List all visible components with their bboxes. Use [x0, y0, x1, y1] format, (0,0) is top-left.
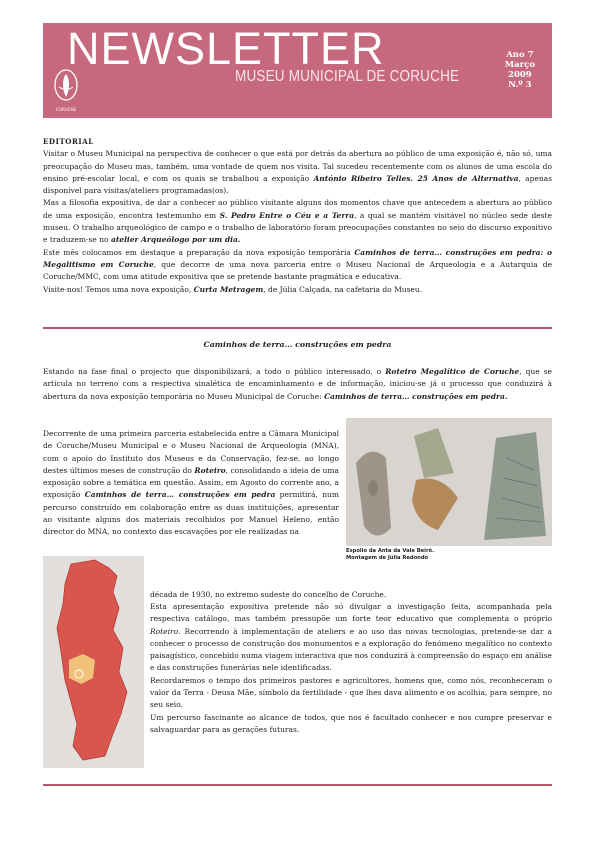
newsletter-header: [43, 23, 552, 118]
text: , a qual se mantém visitável no núcleo sede deste museu. O trabalho arqueológico de campo e o trabalho de laboratório foram preocupações constantes no seio do discurso expositivo e traduzem-se no: [43, 210, 552, 245]
text-emphasis: Roteiro Megalítico de Coruche: [385, 367, 520, 376]
text-emphasis: Roteiro: [194, 465, 226, 475]
editorial-heading: [43, 136, 552, 148]
text: , que se articula no terreno com a respectiva sinalética de encaminhamento e de informação, iniciou-se já o processo que conduzirá à abertura da nova exposição temporária no Museu Municipal de Coruche:: [43, 367, 552, 401]
photo-caption-line-2: Montagem de Júlia Redondo: [346, 555, 429, 561]
museum-name: MUSEU MUNICIPAL DE CORUCHE: [235, 67, 460, 85]
editorial: [43, 136, 552, 296]
article-paragraph-2: [43, 428, 339, 539]
logo-caption: CORUCHE: [56, 107, 76, 112]
editorial-paragraph-4: [43, 284, 552, 296]
text-emphasis: S. Pedro Entre o Céu e a Terra: [219, 210, 355, 220]
artefacts-photo: [346, 418, 552, 546]
text-emphasis: António Ribeiro Telles. 25 Anos de Alternativa: [313, 173, 519, 183]
text: Mas a filosofia expositiva, de dar a conhecer ao público visitante alguns dos momentos chave que antecedem a abertura ao público de uma exposição, encontra testemunho em: [43, 198, 552, 220]
text-emphasis: Caminhos de terra… construções em pedra: [84, 490, 276, 500]
article-title: Caminhos de terra… construções em pedra: [203, 340, 392, 349]
article-paragraph-1: [43, 366, 552, 403]
text: Recordaremos o tempo dos primeiros pastores e agricultores, homens que, como nós, reconheceram o valor da Terra - Deusa Mãe, símbolo da fertilidade - que lhes dava alimento e os acolhia, para sempre, no seu seio.: [150, 675, 552, 710]
text-emphasis: Caminhos de terra… construções em pedra.: [324, 391, 508, 401]
editorial-paragraph-2: [43, 197, 552, 246]
text: , de Júlia Calçada, na cafetaria do Museu.: [263, 284, 423, 294]
paragraph: [150, 589, 552, 601]
text: permitirá, num percurso construído em colaboração entre as duas instituições, apresentar ao visitante alguns dos materiais recolhidos por Manuel Heleno, então director do MNA, no contexto das escavações por ele realizadas na: [43, 490, 339, 537]
text: Visitar o Museu Municipal na perspectiva de conhecer o que está por detrás da abertura ao público de uma exposição é, não só, uma preocupação do Museu mas, também, uma vontade de quem nos visita. Tal sucedeu recentemente com os alunos de uma escola do ensino pré-escolar local, e com os quais se trabalhou a exposição: [43, 149, 552, 183]
text: , que decorre de uma nova parceria entre o Museu Nacional de Arqueologia e a Autarquia de Coruche/MMC, com uma atitude expositiva que se pretende bastante pragmática e educativa.: [43, 259, 553, 282]
newsletter-title: NEWSLETTER: [67, 23, 385, 74]
text-emphasis: Roteiro: [150, 626, 179, 636]
paragraph: [43, 366, 552, 403]
text-emphasis: Caminhos de terra… construções em pedra: o Megalitismo em Coruche: [43, 247, 552, 269]
text: década de 1930, no extremo sudeste do concelho de Coruche.: [150, 590, 387, 599]
issue-month: Março: [504, 60, 535, 70]
issue-number: N.º 3: [508, 80, 532, 90]
portugal-map-image: [43, 556, 144, 768]
issue-date-year: 2009: [508, 70, 532, 80]
text: , consolidando a ideia de uma exposição sobre a temática em questão. Assim, em Agosto do corrente ano, a exposição: [43, 465, 339, 500]
artefacts-image: [346, 418, 552, 546]
portugal-map: [43, 556, 144, 768]
text-emphasis: Curta Metragem: [193, 284, 264, 294]
text-emphasis: atelier Arqueólogo por um dia.: [110, 235, 241, 245]
photo-caption-line-1: Espólio da Anta da Vale Beirô.: [346, 548, 435, 554]
issue-year: Ano 7: [506, 50, 534, 60]
text: Decorrente de uma primeira parceria estabelecida entre a Câmara Municipal de Coruche/Museu Municipal e o Museu Nacional de Arqueologia (MNA), com o apoio do Instituto dos Museus e da Conservação, fez-se, ao longo destes últimos meses de construção do: [43, 429, 339, 475]
editorial-paragraph-1: [43, 148, 552, 197]
paragraph: [43, 428, 339, 539]
article-paragraph-4: [150, 675, 552, 712]
text: . Recorrendo à implementação de ateliers e ao uso das novas tecnologias, pretende-se dar a conhecer o processo de construção dos monumentos e a exploração do fenómeno megalítico no contexto paisagístico, concebido numa viagem interactiva que nos conduzirá à compreensão do espaço em análise e das construções funerárias nele identificadas.: [150, 626, 552, 673]
text: Este mês colocamos em destaque a preparação da nova exposição temporária: [43, 247, 355, 257]
text: Esta apresentação expositiva pretende não só divulgar a investigação feita, acompanhada pela respectiva catálogo, mas também pressupõe um forte teor educativo que complementa o próprio: [150, 602, 552, 624]
text: Um percurso fascinante ao alcance de todos, que nos é facultado conhecer e nos cumpre preservar e salvaguardar para as gerações futuras.: [150, 712, 552, 734]
issue-info: [505, 50, 535, 90]
text: Visite-nos! Temos uma nova exposição,: [43, 284, 194, 294]
divider: [43, 327, 552, 329]
paragraph: [150, 601, 552, 675]
article-paragraph-5: [150, 712, 552, 737]
article-paragraph-3: [150, 601, 552, 736]
article-paragraph-2-continuation: [150, 589, 552, 601]
divider-bottom: [43, 784, 552, 786]
editorial-paragraph-3: [43, 247, 552, 284]
text: , apenas disponível para visitas/ateliers programadas(os).: [43, 173, 552, 196]
text: Estando na fase final o projecto que disponibilizará, a todo o público interessado, o: [43, 367, 386, 376]
editorial-heading-text: EDITORIAL: [43, 137, 94, 146]
photo-caption: [346, 548, 552, 562]
